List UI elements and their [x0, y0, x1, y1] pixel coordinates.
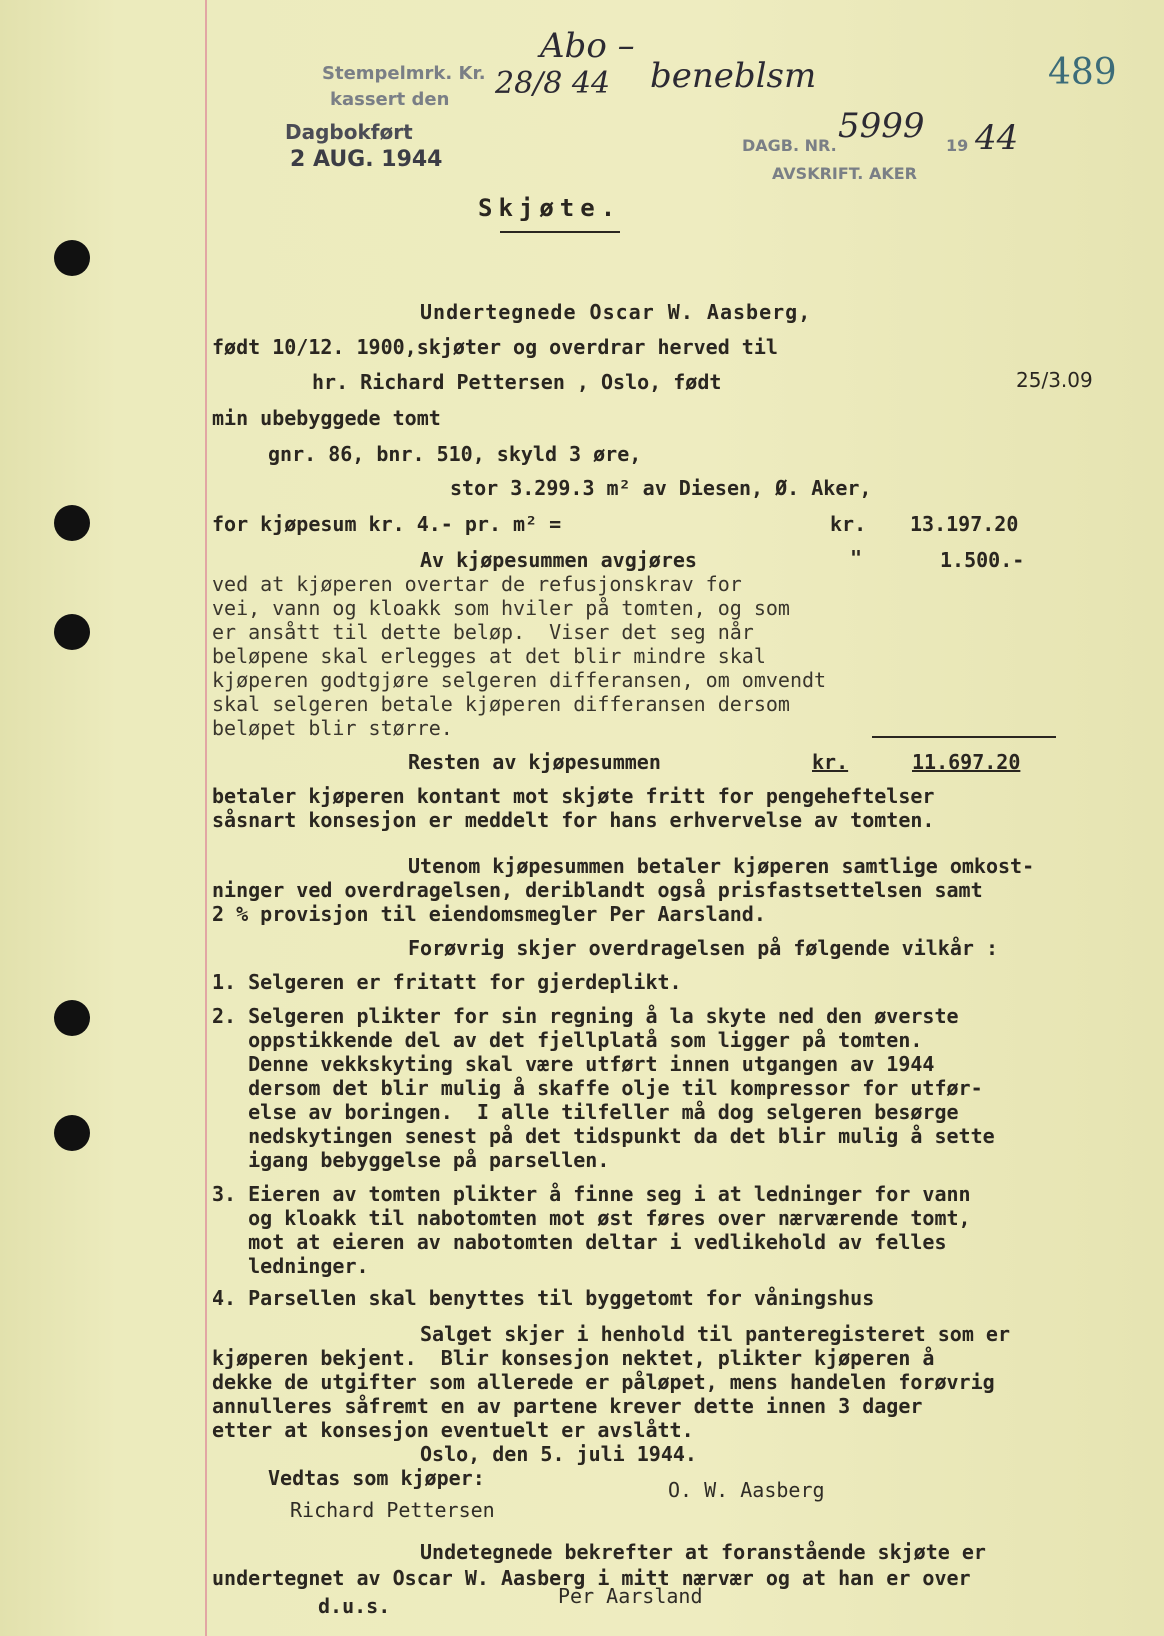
- text-line: oppstikkende del av det fjellplatå som ligger på tomten.: [212, 1028, 923, 1052]
- punch-hole: [54, 1000, 90, 1036]
- text-line: dersom det blir mulig å skaffe olje til kompressor for utfør-: [212, 1076, 983, 1100]
- condition-item: 3. Eieren av tomten plikter å finne seg i at ledninger for vann: [212, 1182, 971, 1206]
- rest-label: kr.: [812, 750, 849, 774]
- journal-stamp-label: Dagbokført: [285, 120, 413, 144]
- text-line: annulleres såfremt en av partene krever dette innen 3 dager: [212, 1394, 923, 1418]
- text-line: ved at kjøperen overtar de refusjonskrav for: [212, 572, 742, 596]
- title-underline: [500, 231, 620, 233]
- punch-hole: [54, 240, 90, 276]
- text-line: for kjøpesum kr. 4.- pr. m² =: [212, 512, 562, 536]
- dagb-label: DAGB. NR.: [742, 136, 837, 155]
- text-line: født 10/12. 1900,skjøter og overdrar herved til: [212, 335, 778, 359]
- text-line: Undetegnede bekrefter at foranstående skjøte er: [420, 1540, 986, 1564]
- dagb-year-prefix: 19: [946, 136, 969, 155]
- text-line: ninger ved overdragelsen, deriblandt også prisfastsettelsen samt: [212, 878, 983, 902]
- text-line: etter at konsesjon eventuelt er avslått.: [212, 1418, 694, 1442]
- text-line: else av boringen. I alle tilfeller må dog selgeren besørge: [212, 1100, 959, 1124]
- seller-signature: O. W. Aasberg: [668, 1478, 825, 1502]
- dagb-number: 5999: [838, 106, 925, 146]
- text-line: kjøperen bekjent. Blir konsesjon nektet, plikter kjøperen å: [212, 1346, 935, 1370]
- text-line: hr. Richard Pettersen , Oslo, født: [312, 370, 722, 394]
- text-line: Utenom kjøpesummen betaler kjøperen samtlige omkost-: [408, 854, 1035, 878]
- text-line: dekke de utgifter som allerede er påløpet, mens handelen forøvrig: [212, 1370, 995, 1394]
- text-line: Salget skjer i henhold til panteregisteret som er: [420, 1322, 1011, 1346]
- text-line: igang bebyggelse på parsellen.: [212, 1148, 610, 1172]
- text-line: d.u.s.: [318, 1594, 391, 1618]
- document-title: Skjøte.: [478, 194, 622, 222]
- journal-stamp-date: 2 AUG. 1944: [290, 147, 443, 172]
- broker-signature: Per Aarsland: [558, 1584, 703, 1608]
- total-label: kr.: [830, 512, 867, 536]
- deduction-amount: 1.500.-: [940, 548, 1025, 572]
- text-line: og kloakk til nabotomten mot øst føres over nærværende tomt,: [212, 1206, 971, 1230]
- text-line: såsnart konsesjon er meddelt for hans erhvervelse av tomten.: [212, 808, 935, 832]
- condition-item: 1. Selgeren er fritatt for gjerdeplikt.: [212, 970, 682, 994]
- text-line: vei, vann og kloakk som hviler på tomten, og som: [212, 596, 790, 620]
- text-line: kjøperen godtgjøre selgeren differansen, om omvendt: [212, 668, 827, 692]
- text-line: undertegnet av Oscar W. Aasberg i mitt nærvær og at han er over: [212, 1566, 971, 1590]
- avskrift-stamp: AVSKRIFT. AKER: [772, 164, 917, 183]
- text-line: 2 % provisjon til eiendomsmegler Per Aarsland.: [212, 902, 766, 926]
- text-line: mot at eieren av nabotomten deltar i vedlikehold av felles: [212, 1230, 947, 1254]
- text-line: Undertegnede Oscar W. Aasberg,: [420, 300, 812, 324]
- handwritten-word: beneblsm: [650, 56, 817, 96]
- punch-hole: [54, 614, 90, 650]
- text-line: Resten av kjøpesummen: [408, 750, 661, 774]
- red-margin-line: [205, 0, 207, 1636]
- buyer-acceptance-label: Vedtas som kjøper:: [268, 1466, 485, 1490]
- punch-hole: [54, 505, 90, 541]
- handwritten-note: Abo –: [540, 26, 635, 66]
- text-line: nedskytingen senest på det tidspunkt da det blir mulig å sette: [212, 1124, 995, 1148]
- page-number: 489: [1048, 52, 1117, 93]
- rest-amount: 11.697.20: [912, 750, 1021, 774]
- text-line: er ansått til dette beløp. Viser det seg når: [212, 620, 754, 644]
- text-line: min ubebyggede tomt: [212, 406, 441, 430]
- buyer-birth-date: 25/3.09: [1016, 368, 1093, 392]
- text-line: beløpene skal erlegges at det blir mindre skal: [212, 644, 766, 668]
- punch-hole: [54, 1115, 90, 1151]
- text-line: Denne vekkskyting skal være utført innen utgangen av 1944: [212, 1052, 935, 1076]
- text-line: stor 3.299.3 m² av Diesen, Ø. Aker,: [450, 476, 872, 500]
- text-line: betaler kjøperen kontant mot skjøte fritt for pengeheftelser: [212, 784, 935, 808]
- buyer-signature: Richard Pettersen: [290, 1498, 495, 1522]
- text-line: gnr. 86, bnr. 510, skyld 3 øre,: [268, 442, 642, 466]
- condition-item: 2. Selgeren plikter for sin regning å la skyte ned den øverste: [212, 1004, 959, 1028]
- text-line: Av kjøpesummen avgjøres: [420, 548, 697, 572]
- stamp-fee-line: Stempelmrk. Kr.: [322, 63, 486, 84]
- text-line: ledninger.: [212, 1254, 369, 1278]
- total-amount: 13.197.20: [910, 512, 1019, 536]
- handwritten-date: 28/8 44: [495, 66, 611, 101]
- sum-rule: [872, 736, 1056, 738]
- text-line: skal selgeren betale kjøperen differansen dersom: [212, 692, 790, 716]
- dagb-year: 44: [975, 118, 1019, 158]
- date-place-line: Oslo, den 5. juli 1944.: [420, 1442, 697, 1466]
- text-line: Forøvrig skjer overdragelsen på følgende vilkår :: [408, 936, 999, 960]
- ditto-mark: ": [850, 546, 863, 570]
- text-line: beløpet blir større.: [212, 716, 453, 740]
- condition-item: 4. Parsellen skal benyttes til byggetomt for våningshus: [212, 1286, 875, 1310]
- stamp-cancelled-line: kassert den: [330, 89, 450, 110]
